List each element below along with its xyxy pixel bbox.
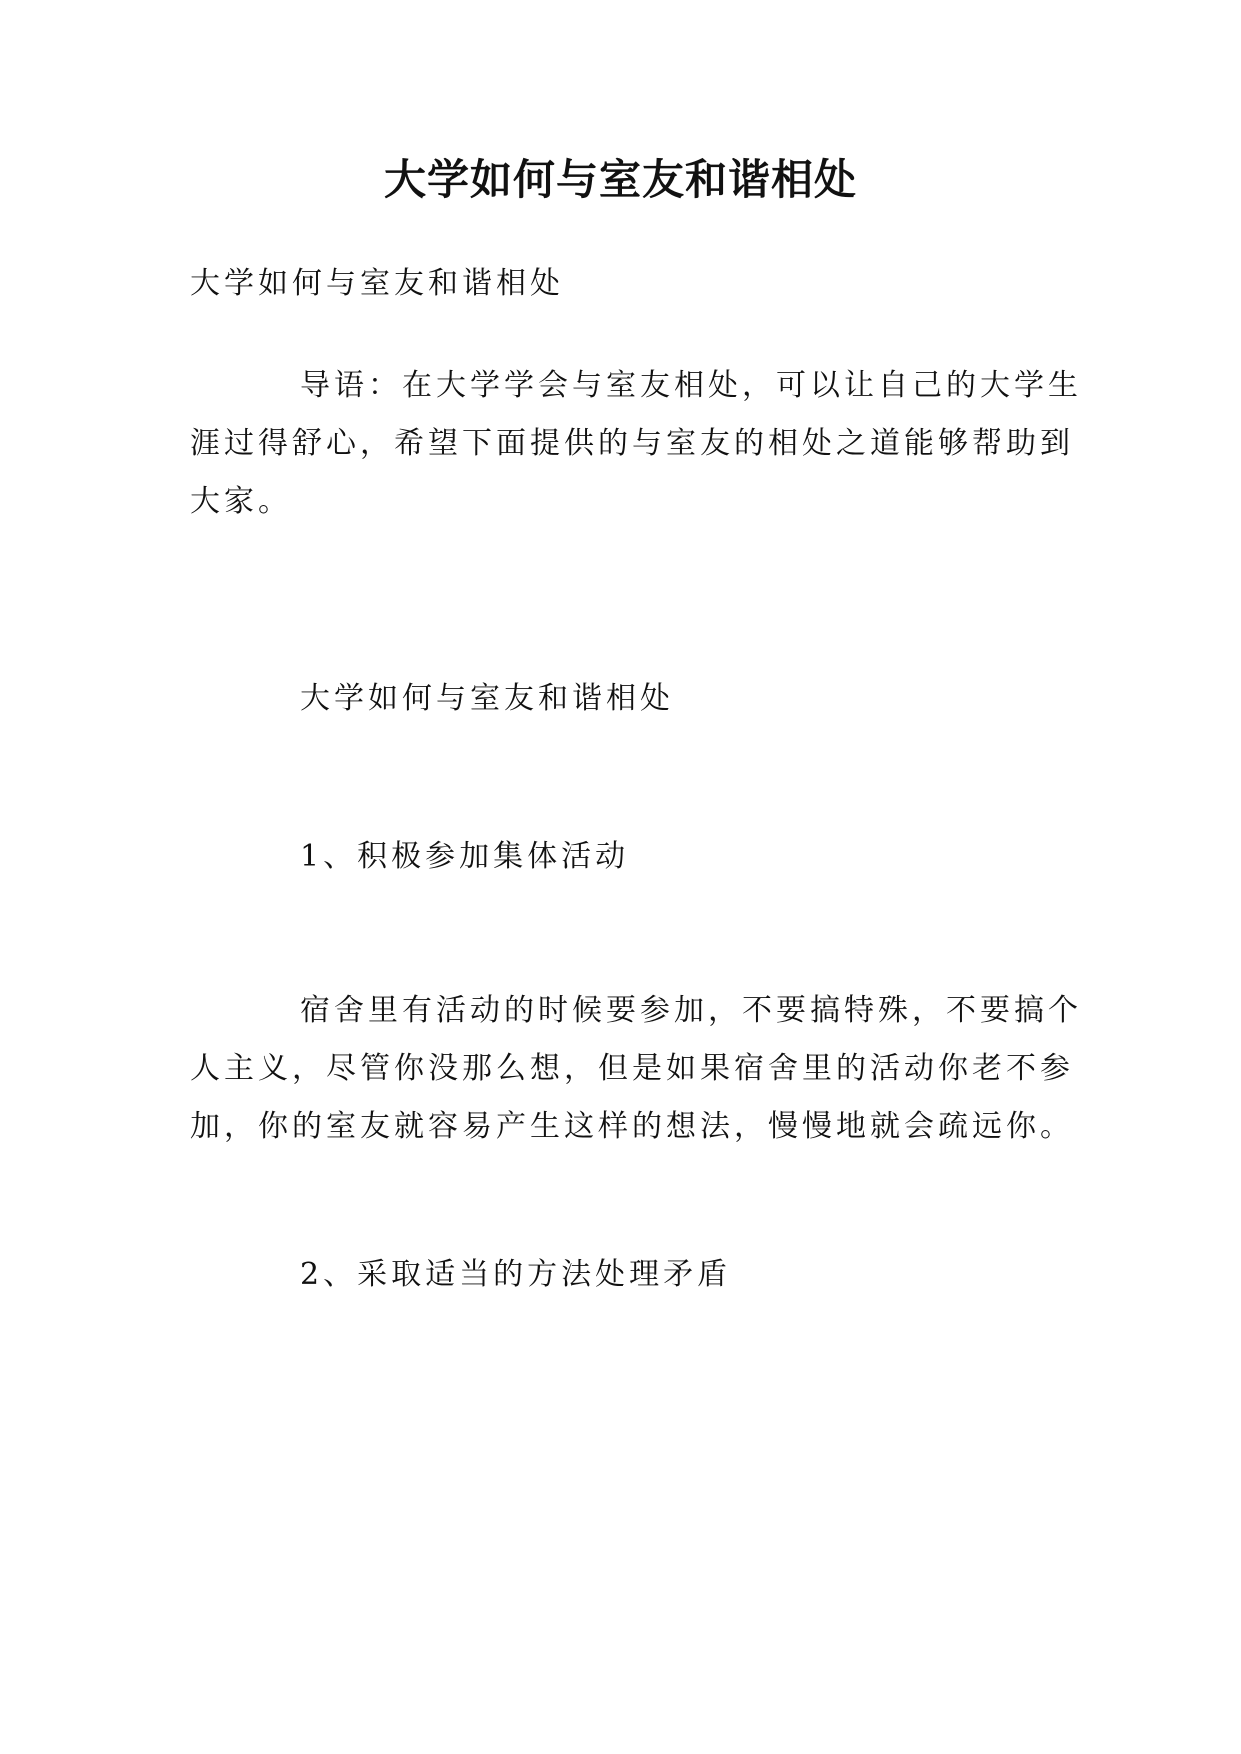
item1-line: 人主义，尽管你没那么想，但是如果宿舍里的活动你老不参	[190, 1051, 1074, 1086]
page-title: 大学如何与室友和谐相处	[383, 155, 857, 204]
item1-heading: 1、积极参加集体活动	[300, 839, 630, 874]
item1-paragraph	[190, 982, 1082, 1156]
intro-line: 大家。	[190, 484, 292, 519]
subtitle: 大学如何与室友和谐相处	[190, 266, 564, 301]
intro-line: 涯过得舒心，希望下面提供的与室友的相处之道能够帮助到	[190, 426, 1074, 461]
item1-line: 宿舍里有活动的时候要参加，不要搞特殊，不要搞个	[300, 993, 1082, 1028]
intro-line: 导语：在大学学会与室友相处，可以让自己的大学生	[300, 368, 1082, 403]
item1-line: 加，你的室友就容易产生这样的想法，慢慢地就会疏远你。	[190, 1109, 1074, 1144]
item2-heading: 2、采取适当的方法处理矛盾	[300, 1257, 732, 1292]
section-heading: 大学如何与室友和谐相处	[300, 681, 674, 716]
intro-paragraph	[190, 357, 1082, 531]
